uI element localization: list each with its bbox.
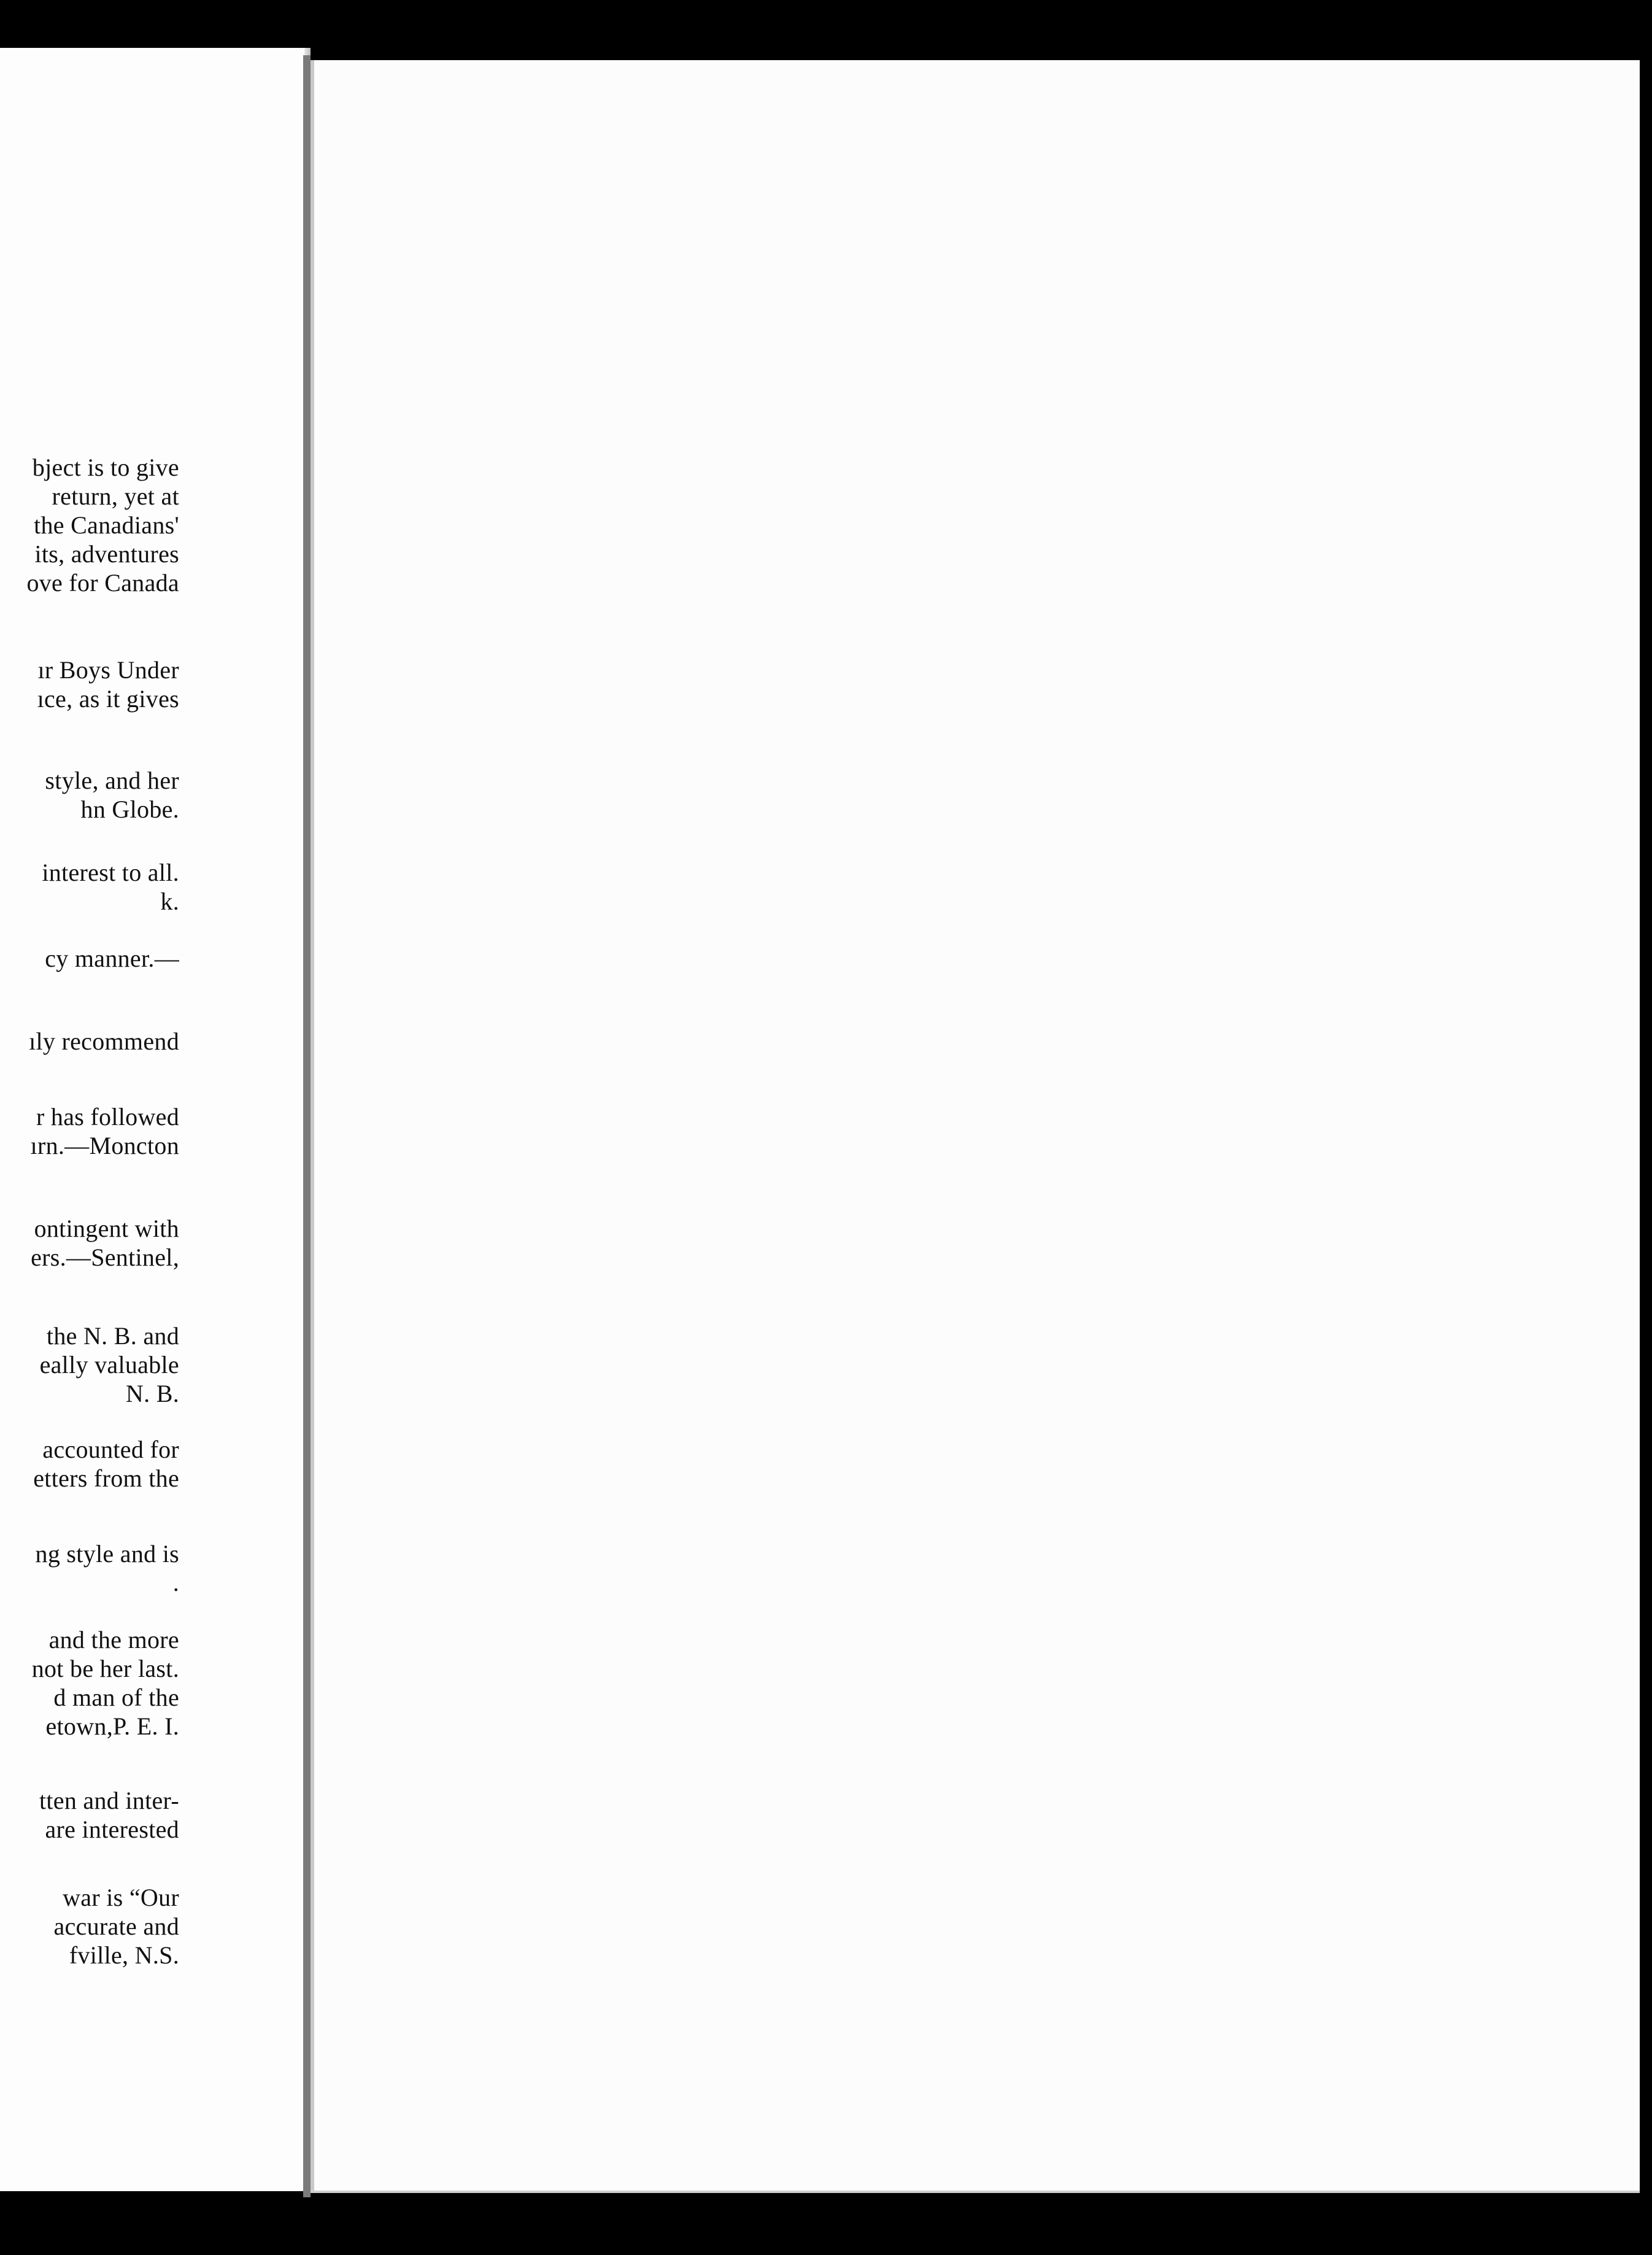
text-line: ırn.—Moncton — [30, 1132, 179, 1159]
text-line: ıce, as it gives — [37, 685, 179, 713]
review-paragraph-9 — [40, 1321, 179, 1408]
text-line: style, and her — [45, 767, 179, 794]
text-line: tten and inter- — [39, 1787, 179, 1814]
text-line: k. — [160, 888, 179, 915]
text-line: hn Globe. — [80, 795, 179, 823]
review-paragraph-14 — [53, 1883, 179, 1970]
text-line: . — [172, 1569, 179, 1596]
review-paragraph-2 — [37, 656, 179, 713]
review-paragraph-11 — [36, 1539, 179, 1597]
text-line: cy manner.— — [45, 945, 179, 972]
text-line: ır Boys Under — [37, 656, 179, 684]
text-line: are interested — [45, 1816, 179, 1843]
review-paragraph-4 — [42, 858, 179, 916]
text-line: ıly recommend — [29, 1027, 179, 1055]
review-paragraph-5 — [45, 944, 179, 973]
right-page-bottom-edge — [311, 2191, 1640, 2193]
review-paragraph-3 — [45, 766, 179, 824]
review-paragraph-10 — [33, 1435, 179, 1493]
review-paragraph-1 — [26, 453, 179, 597]
left-page — [0, 48, 311, 2191]
text-line: accounted for — [42, 1436, 179, 1463]
text-line: ers.—Sentinel, — [31, 1244, 179, 1271]
text-line: the Canadians' — [34, 511, 179, 539]
text-line: eally valuable — [39, 1351, 179, 1379]
text-line: not be her last. — [31, 1655, 179, 1682]
text-line: war is “Our — [63, 1884, 179, 1911]
review-paragraph-12 — [32, 1625, 179, 1741]
text-line: ove for Canada — [26, 569, 179, 597]
text-line: ng style and is — [35, 1540, 179, 1568]
text-line: d man of the — [53, 1684, 179, 1711]
right-page-left-edge — [311, 60, 314, 2193]
text-line: its, adventures — [34, 540, 179, 568]
text-line: and the more — [48, 1626, 179, 1654]
text-line: etters from the — [33, 1464, 179, 1492]
text-line: interest to all. — [42, 859, 179, 886]
text-line: fville, N.S. — [69, 1941, 179, 1969]
text-line: bject is to give — [32, 454, 179, 481]
right-page-blank — [311, 60, 1640, 2193]
text-line: N. B. — [125, 1380, 179, 1407]
text-line: r has followed — [36, 1103, 179, 1131]
review-paragraph-8 — [31, 1214, 179, 1272]
review-paragraph-7 — [31, 1102, 179, 1160]
review-paragraph-13 — [39, 1786, 179, 1844]
text-line: the N. B. and — [46, 1322, 179, 1350]
text-line: ontingent with — [34, 1215, 179, 1242]
review-paragraph-6 — [29, 1027, 179, 1056]
book-gutter — [303, 55, 311, 2197]
text-line: etown,P. E. I. — [45, 1712, 179, 1740]
text-line: accurate and — [53, 1913, 179, 1940]
text-line: return, yet at — [52, 482, 179, 510]
